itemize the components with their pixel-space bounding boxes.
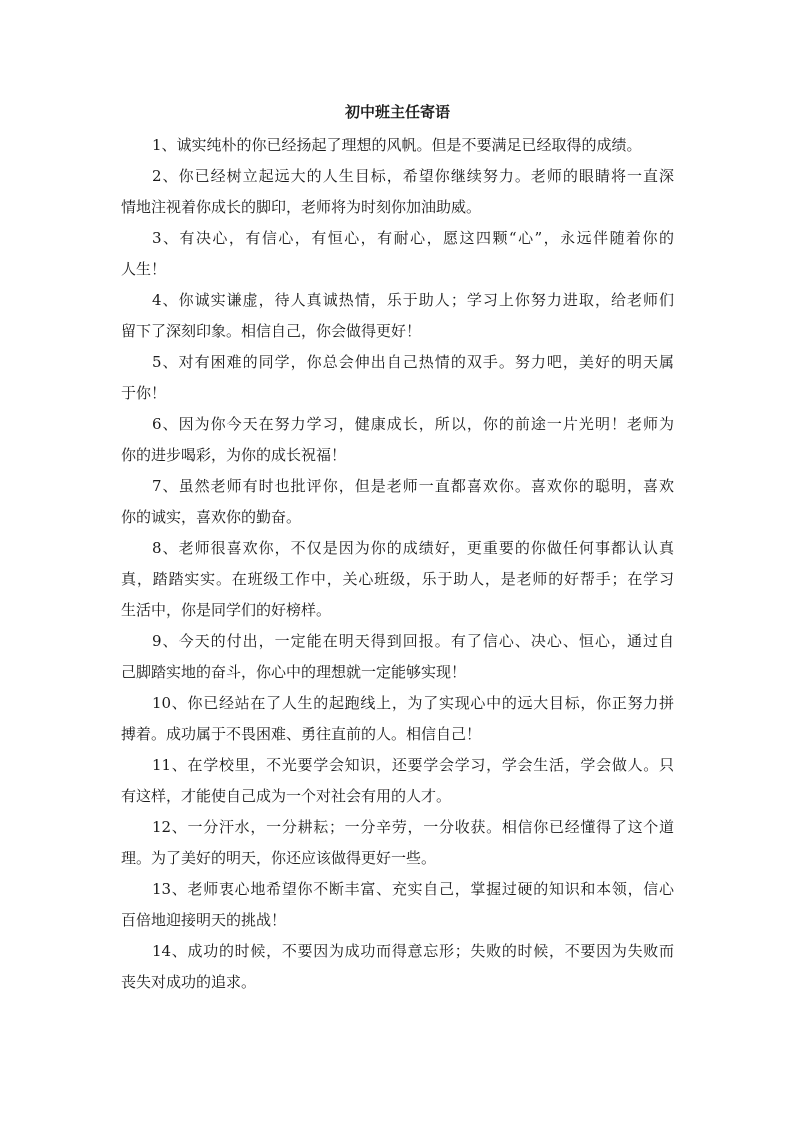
document-title: 初中班主任寄语 [344,103,450,121]
paragraph-line: 14、成功的时候，不要因为成功而得意忘形；失败的时候，不要因为失败而 [152,942,674,960]
paragraph-14 [121,936,674,998]
paragraph-line: 11、在学校里，不光要学会知识，还要学会学习，学会生活，学会做人。只 [152,756,674,774]
paragraph-4 [121,285,674,347]
paragraph-8 [121,533,674,626]
paragraph-7 [121,471,674,533]
paragraph-13 [121,874,674,936]
paragraph-line: 生活中，你是同学们的好榜样。 [121,601,332,619]
paragraph-line: 5、对有困难的同学，你总会伸出自己热情的双手。努力吧，美好的明天属 [152,353,674,371]
paragraph-1 [121,130,674,161]
paragraph-line: 6、因为你今天在努力学习，健康成长，所以，你的前途一片光明！老师为 [152,415,674,433]
paragraph-line: 7、虽然老师有时也批评你，但是老师一直都喜欢你。喜欢你的聪明，喜欢 [152,477,674,495]
paragraph-line: 有这样，才能使自己成为一个对社会有用的人才。 [121,787,452,805]
paragraph-line: 留下了深刻印象。相信自己，你会做得更好！ [121,322,422,340]
paragraph-line: 13、老师衷心地希望你不断丰富、充实自己，掌握过硬的知识和本领，信心 [152,880,674,898]
paragraph-line: 你的诚实，喜欢你的勤奋。 [121,508,302,526]
paragraph-line: 3、有决心，有信心，有恒心，有耐心，愿这四颗“心”，永远伴随着你的 [152,229,674,247]
paragraph-line: 搏着。成功属于不畏困难、勇往直前的人。相信自己！ [121,725,482,743]
paragraph-line: 10、你已经站在了人生的起跑线上，为了实现心中的远大目标，你正努力拼 [152,694,674,712]
paragraph-11 [121,750,674,812]
paragraph-line: 9、今天的付出，一定能在明天得到回报。有了信心、决心、恒心，通过自 [152,632,674,650]
paragraph-line: 理。为了美好的明天，你还应该做得更好一些。 [121,849,437,867]
paragraph-line: 8、老师很喜欢你，不仅是因为你的成绩好，更重要的你做任何事都认认真 [152,539,674,557]
paragraph-line: 1、诚实纯朴的你已经扬起了理想的风帆。但是不要满足已经取得的成绩。 [152,136,642,154]
paragraph-line: 情地注视着你成长的脚印，老师将为时刻你加油助威。 [121,198,482,216]
paragraph-6 [121,409,674,471]
paragraph-line: 己脚踏实地的奋斗，你心中的理想就一定能够实现！ [121,663,467,681]
paragraph-12 [121,812,674,874]
paragraph-line: 人生！ [121,260,167,278]
paragraph-line: 4、你诚实谦虚，待人真诚热情，乐于助人；学习上你努力进取，给老师们 [152,291,674,309]
paragraph-9 [121,626,674,688]
paragraph-5 [121,347,674,409]
document-page [121,98,674,998]
paragraph-2 [121,161,674,223]
paragraph-line: 丧失对成功的追求。 [121,973,257,991]
paragraph-line: 你的进步喝彩，为你的成长祝福！ [121,446,347,464]
paragraph-10 [121,688,674,750]
paragraph-line: 百倍地迎接明天的挑战！ [121,911,287,929]
paragraph-3 [121,223,674,285]
paragraph-line: 于你！ [121,384,167,402]
paragraph-line: 2、你已经树立起远大的人生目标，希望你继续努力。老师的眼睛将一直深 [152,167,674,185]
paragraph-line: 真，踏踏实实。在班级工作中，关心班级，乐于助人，是老师的好帮手；在学习 [121,570,674,588]
paragraph-line: 12、一分汗水，一分耕耘；一分辛劳，一分收获。相信你已经懂得了这个道 [152,818,674,836]
